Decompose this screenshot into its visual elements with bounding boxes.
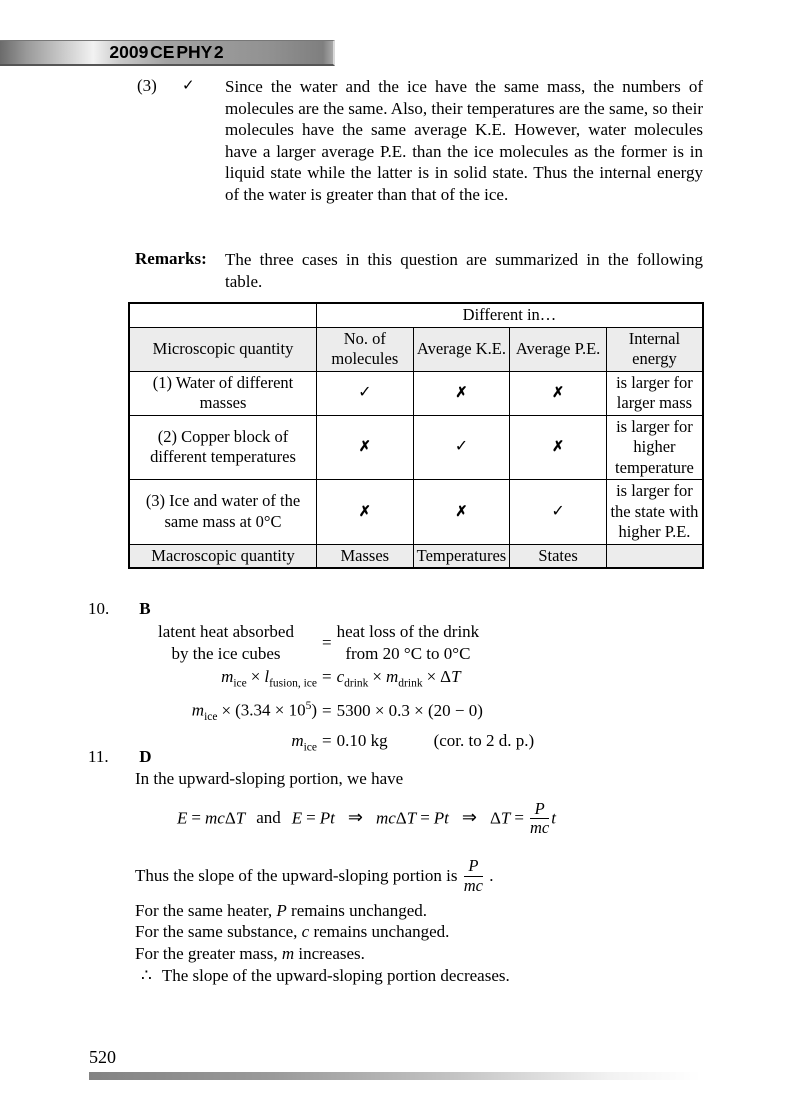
solution-3-label: (3) [137,76,157,95]
col-header-average-pe: Average P.E. [510,327,607,371]
cross-icon: ✗ [317,480,414,545]
fraction-numerator [530,800,549,820]
point-text: For the same heater, [135,900,277,920]
var-mc: mc [375,807,396,827]
cross-icon: ✗ [510,371,607,415]
summary-table [128,302,704,569]
sub-ice: ice [204,711,218,724]
word-eq-rhs [337,621,480,664]
var-t: t [551,807,556,827]
times-sign: × [221,701,232,721]
different-in-header: Different in… [317,303,704,327]
var-P: P [534,798,545,818]
col-header-average-ke: Average K.E. [413,327,510,371]
symbolic-rhs [337,665,461,695]
col-header-microscopic: Microscopic quantity [129,327,317,371]
delta-symbol: Δ [440,667,452,686]
question-10-head [0,598,788,619]
cross-icon: ✗ [317,415,414,480]
and-word: and [256,807,281,827]
macroscopic-masses: Masses [317,544,414,568]
var-mc: mc [463,876,483,896]
internal-energy-cell: is larger for larger mass [606,371,703,415]
q10-numeric-equation [0,695,788,729]
equals-sign: = [322,731,332,751]
q10-symbolic-equation [0,665,788,695]
word-eq-rhs-line2: from 20 °C to 0°C [345,643,471,663]
slope-text: Thus the slope of the upward-sloping portion is [135,865,458,885]
header-bar [0,40,335,66]
page-number: 520 [89,1047,116,1067]
row-label: (2) Copper block of different temperatures [129,415,317,480]
equals-sign: = [191,807,201,827]
fraction-p-over-mc [530,800,549,839]
point-text: remains unchanged. [286,900,427,920]
check-icon: ✓ [510,480,607,545]
empty-cell [129,303,317,327]
sub-drink: drink [344,677,369,690]
var-l: l [264,667,270,686]
var-T: T [235,807,246,827]
var-m: m [221,667,234,686]
q10-word-equation [0,621,788,664]
equals-sign: = [322,667,332,686]
var-Pt: Pt [319,807,335,827]
internal-energy-cell: is larger for the state with higher P.E. [606,480,703,545]
sub-ice: ice [303,741,317,754]
var-mc: mc [204,807,225,827]
table-row [129,371,703,415]
q11-slope-statement [135,854,788,900]
q11-point [135,943,788,965]
q11-conclusion [141,965,788,987]
var-mc: mc [529,818,550,838]
word-eq-rhs-line1: heat loss of the drink [336,622,480,641]
therefore-symbol: ∴ [141,966,152,985]
q11-derivation [177,800,788,848]
row-label: (1) Water of different masses [129,371,317,415]
answer-letter: B [139,599,151,618]
macroscopic-temperatures: Temperatures [413,544,510,568]
exponent: 5 [305,700,312,713]
table-footer-row [129,544,703,568]
answer-letter: D [139,747,152,766]
check-icon: ✓ [317,371,414,415]
fraction-p-over-mc [464,857,483,896]
delta-symbol: Δ [224,807,236,827]
equals-sign: = [420,807,430,827]
correction-note: (cor. to 2 d. p.) [433,731,535,751]
macroscopic-states: States [510,544,607,568]
delta-symbol: Δ [395,807,407,827]
table-row [129,415,703,480]
check-icon: ✓ [182,78,195,94]
row-label: (3) Ice and water of the same mass at 0°C [129,480,317,545]
var-m: m [291,731,304,751]
times-sign: × [426,667,437,686]
var-c: c [336,667,345,686]
question-number: 11. [88,747,109,766]
col-header-molecules: No. of molecules [317,327,414,371]
table-span-header-row [129,303,703,327]
sub-ice: ice [233,677,247,690]
implies-arrow-icon: ⇒ [461,806,477,827]
table-header-row [129,327,703,371]
col-header-internal-energy: Internal energy [606,327,703,371]
point-text: For the greater mass, [135,943,282,963]
var-T: T [451,667,461,686]
page-title: 2009 CE PHY 2 [109,42,224,62]
word-eq-lhs-line2: by the ice cubes [171,643,281,663]
question-11 [0,746,788,987]
q11-point [135,900,788,922]
equals-sign: = [514,807,524,827]
cross-icon: ✗ [510,415,607,480]
var-P: P [468,856,479,876]
sub-fusion-ice: fusion, ice [269,677,317,690]
delta-symbol: Δ [489,807,501,827]
word-eq-lhs [135,621,317,664]
var-m: m [281,943,295,963]
times-sign: × [250,667,261,686]
point-text: remains unchanged. [309,922,450,941]
result-value: 0.10 kg [336,731,388,751]
symbolic-lhs [135,665,317,695]
var-m: m [191,701,205,721]
var-E: E [177,807,188,827]
cross-icon: ✗ [413,480,510,545]
remarks [0,249,788,292]
var-m: m [386,667,399,686]
var-T: T [406,807,417,827]
var-c: c [301,922,310,941]
equals-sign: = [322,633,332,652]
question-number: 10. [88,599,110,618]
solution-3-text: Since the water and the ice have the same mass, the numbers of molecules are the same. Also, their temperatures are the same, so their molecules have the same average K.E. However, water molecules have a larger average P.E. than the ice molecules as the former is in liquid state while the latter is in solid state. Thus the internal energy of the water is greater than that of the ice. [225,77,703,204]
remarks-label: Remarks: [135,249,207,268]
question-10 [0,598,788,760]
internal-energy-cell: is larger for higher temperature [606,415,703,480]
check-icon: ✓ [413,415,510,480]
macroscopic-label: Macroscopic quantity [129,544,317,568]
numeric-close: ) [311,701,317,721]
conclusion-text: The slope of the upward-sloping portion decreases. [161,966,510,985]
sub-drink: drink [398,677,423,690]
question-11-head [0,746,788,767]
q11-point [135,921,788,943]
numeric-rhs: 5300 × 0.3 × (20 − 0) [336,701,483,721]
fraction-numerator [464,857,483,877]
equals-sign: = [322,701,332,721]
word-eq-lhs-line1: latent heat absorbed [158,622,294,641]
equals-sign: = [306,807,316,827]
footer-bar [89,1072,701,1080]
fraction-denominator [530,819,549,838]
point-text: increases. [294,943,365,963]
var-P: P [276,900,287,920]
numeric-lhs [135,695,317,729]
var-T: T [500,807,511,827]
numeric-open: (3.34 × 10 [235,701,306,721]
q10-equations [0,621,788,760]
remarks-text: The three cases in this question are summarized in the following table. [225,250,703,291]
point-text: For the same substance, [135,922,302,941]
var-E: E [291,807,303,827]
times-sign: × [372,667,383,686]
table-row [129,480,703,545]
solution-3 [0,76,788,205]
cross-icon: ✗ [413,371,510,415]
fraction-denominator [464,877,483,896]
var-Pt: Pt [433,807,449,827]
empty-cell [606,544,703,568]
q11-intro: In the upward-sloping portion, we have [135,769,404,788]
period: . [489,865,494,885]
implies-arrow-icon: ⇒ [347,806,363,827]
